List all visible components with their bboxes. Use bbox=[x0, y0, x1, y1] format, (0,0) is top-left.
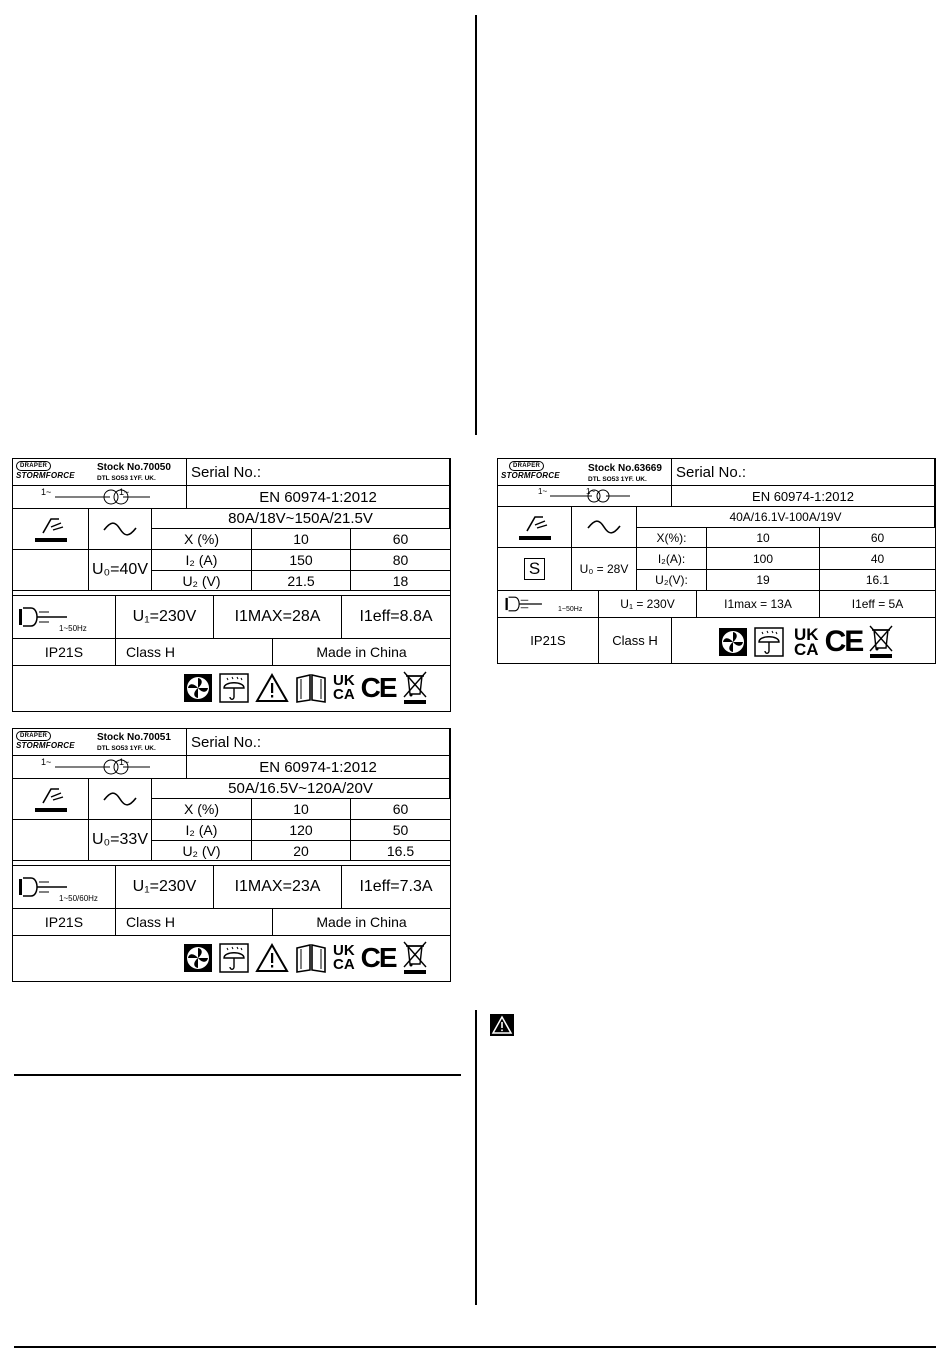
duty-10: 10 bbox=[707, 528, 820, 548]
draper-logo: DRAPER bbox=[509, 461, 544, 471]
draper-logo: DRAPER bbox=[16, 731, 51, 741]
ukca-bottom: CA bbox=[794, 640, 819, 659]
duty-label: X(%): bbox=[637, 528, 707, 548]
weee-bin-icon bbox=[402, 670, 428, 706]
ac-symbol bbox=[572, 507, 637, 548]
weee-bin-icon bbox=[868, 623, 894, 661]
u0-value: U₀=40V bbox=[89, 550, 152, 591]
output-range: 40A/16.1V-100A/19V bbox=[637, 507, 935, 528]
insulation-class: Class H bbox=[599, 618, 672, 663]
phase-in: 1~ bbox=[41, 757, 52, 767]
i1max-value: I1max = 13A bbox=[697, 591, 820, 618]
ukca-top: UK bbox=[333, 942, 355, 959]
u0-value: U₀ = 28V bbox=[572, 548, 637, 591]
phase-in: 1~ bbox=[41, 487, 52, 497]
i2-60: 80 bbox=[351, 550, 450, 571]
ac-symbol bbox=[89, 509, 152, 550]
u0-value: U₀=33V bbox=[89, 820, 152, 861]
i2-label: I₂ (A) bbox=[152, 820, 252, 841]
umbrella-icon bbox=[754, 627, 784, 657]
supply-frequency: 1~50/60Hz bbox=[59, 894, 98, 903]
s-mark: S bbox=[524, 558, 545, 580]
plug-icon bbox=[504, 593, 548, 615]
i2-10: 150 bbox=[252, 550, 351, 571]
mig-torch-symbol bbox=[13, 509, 89, 550]
ac-wave-icon bbox=[586, 520, 622, 534]
blank-cell bbox=[13, 550, 89, 591]
i1eff-value: I1eff=7.3A bbox=[342, 866, 450, 909]
u2-60: 16.5 bbox=[351, 841, 450, 861]
origin: Made in China bbox=[273, 639, 450, 666]
standard: EN 60974-1:2012 bbox=[187, 756, 450, 779]
address: DTL SO53 1YF. UK. bbox=[97, 475, 156, 482]
address: DTL SO53 1YF. UK. bbox=[588, 476, 647, 483]
duty-60: 60 bbox=[351, 529, 450, 550]
footer-rule bbox=[14, 1346, 936, 1348]
plug-symbol bbox=[498, 591, 599, 618]
section-rule bbox=[14, 1074, 461, 1076]
ce-mark: CE bbox=[360, 942, 396, 973]
u2-60: 16.1 bbox=[820, 570, 935, 591]
i2-10: 100 bbox=[707, 548, 820, 570]
transformer-symbol bbox=[498, 486, 672, 507]
column-divider-bottom bbox=[475, 1010, 477, 1305]
stock-number: Stock No.70051 bbox=[97, 732, 171, 743]
i2-label: I₂(A): bbox=[637, 548, 707, 570]
rating-plate-70050 bbox=[12, 458, 451, 712]
phase-out: 1~ bbox=[119, 757, 130, 767]
u2-10: 21.5 bbox=[252, 571, 351, 591]
stormforce-logo: STORMFORCE bbox=[16, 471, 75, 480]
i2-60: 50 bbox=[351, 820, 450, 841]
i2-10: 120 bbox=[252, 820, 351, 841]
u1-value: U₁=230V bbox=[116, 866, 214, 909]
ukca-bottom: CA bbox=[333, 956, 355, 973]
u2-10: 20 bbox=[252, 841, 351, 861]
welding-torch-icon bbox=[515, 511, 555, 543]
serial-label: Serial No.: bbox=[672, 459, 935, 486]
welding-torch-icon bbox=[31, 783, 71, 815]
duty-label: X (%) bbox=[152, 799, 252, 820]
u2-10: 19 bbox=[707, 570, 820, 591]
insulation-class: Class H bbox=[116, 639, 273, 666]
cert-icons bbox=[183, 940, 428, 976]
i2-label: I₂ (A) bbox=[152, 550, 252, 571]
u2-60: 18 bbox=[351, 571, 450, 591]
ukca-top: UK bbox=[333, 672, 355, 689]
phase-out: 1~ bbox=[119, 487, 130, 497]
address: DTL SO53 1YF. UK. bbox=[97, 745, 156, 752]
origin: Made in China bbox=[273, 909, 450, 936]
serial-label: Serial No.: bbox=[187, 459, 450, 486]
duty-label: X (%) bbox=[152, 529, 252, 550]
transformer-icon bbox=[45, 758, 155, 776]
column-divider-top bbox=[475, 15, 477, 435]
serial-label: Serial No.: bbox=[187, 729, 450, 756]
ukca-top: UK bbox=[794, 625, 819, 644]
manual-book-icon bbox=[295, 943, 327, 973]
ip-rating: IP21S bbox=[13, 909, 116, 936]
phase-out: 1~ bbox=[586, 487, 596, 496]
umbrella-icon bbox=[219, 673, 249, 703]
ukca-bottom: CA bbox=[333, 686, 355, 703]
ce-mark: CE bbox=[824, 625, 863, 658]
ip-rating: IP21S bbox=[13, 639, 116, 666]
plug-symbol bbox=[13, 596, 116, 639]
plug-symbol bbox=[13, 866, 116, 909]
transformer-symbol bbox=[13, 486, 187, 509]
i2-60: 40 bbox=[820, 548, 935, 570]
u1-value: U₁=230V bbox=[116, 596, 214, 639]
umbrella-icon bbox=[219, 943, 249, 973]
manual-book-icon bbox=[295, 673, 327, 703]
i1max-value: I1MAX=23A bbox=[214, 866, 342, 909]
standard: EN 60974-1:2012 bbox=[187, 486, 450, 509]
blank-cell bbox=[13, 820, 89, 861]
stock-number: Stock No.70050 bbox=[97, 462, 171, 473]
duty-60: 60 bbox=[351, 799, 450, 820]
weee-bin-icon bbox=[402, 940, 428, 976]
fan-icon bbox=[183, 673, 213, 703]
brand-cell bbox=[498, 459, 672, 486]
ce-mark: CE bbox=[360, 672, 396, 703]
mig-torch-symbol bbox=[498, 507, 572, 548]
ac-wave-icon bbox=[102, 522, 138, 536]
supply-frequency: 1~50Hz bbox=[558, 606, 583, 613]
draper-logo: DRAPER bbox=[16, 461, 51, 471]
u2-label: U₂(V): bbox=[637, 570, 707, 591]
warning-triangle-icon bbox=[255, 673, 289, 703]
supply-frequency: 1~50Hz bbox=[59, 624, 87, 633]
welding-torch-icon bbox=[31, 513, 71, 545]
ukca-mark bbox=[333, 674, 355, 702]
fan-icon bbox=[718, 627, 748, 657]
brand-cell bbox=[13, 729, 187, 756]
ukca-mark bbox=[333, 944, 355, 972]
cert-icons bbox=[183, 670, 428, 706]
u2-label: U₂ (V) bbox=[152, 841, 252, 861]
output-range: 50A/16.5V~120A/20V bbox=[152, 779, 450, 799]
mig-torch-symbol bbox=[13, 779, 89, 820]
u2-label: U₂ (V) bbox=[152, 571, 252, 591]
phase-in: 1~ bbox=[538, 487, 548, 496]
standard: EN 60974-1:2012 bbox=[672, 486, 935, 507]
brand-cell bbox=[13, 459, 187, 486]
ac-wave-icon bbox=[102, 792, 138, 806]
i1eff-value: I1eff=8.8A bbox=[342, 596, 450, 639]
insulation-class: Class H bbox=[116, 909, 273, 936]
i1max-value: I1MAX=28A bbox=[214, 596, 342, 639]
stormforce-logo: STORMFORCE bbox=[16, 741, 75, 750]
rating-plate-70051 bbox=[12, 728, 451, 982]
fan-icon bbox=[183, 943, 213, 973]
i1eff-value: I1eff = 5A bbox=[820, 591, 935, 618]
ip-rating: IP21S bbox=[498, 618, 599, 663]
warning-triangle-icon bbox=[255, 943, 289, 973]
s-mark-cell bbox=[498, 548, 572, 591]
warning-icon bbox=[490, 1014, 514, 1036]
rating-plate-63669 bbox=[497, 458, 936, 664]
duty-60: 60 bbox=[820, 528, 935, 548]
ukca-mark bbox=[794, 627, 819, 657]
stormforce-logo: STORMFORCE bbox=[501, 471, 560, 480]
transformer-icon bbox=[45, 488, 155, 506]
stock-number: Stock No.63669 bbox=[588, 463, 662, 474]
duty-10: 10 bbox=[252, 529, 351, 550]
ac-symbol bbox=[89, 779, 152, 820]
duty-10: 10 bbox=[252, 799, 351, 820]
u1-value: U₁ = 230V bbox=[599, 591, 697, 618]
transformer-symbol bbox=[13, 756, 187, 779]
output-range: 80A/18V~150A/21.5V bbox=[152, 509, 450, 529]
cert-icons bbox=[718, 623, 894, 661]
